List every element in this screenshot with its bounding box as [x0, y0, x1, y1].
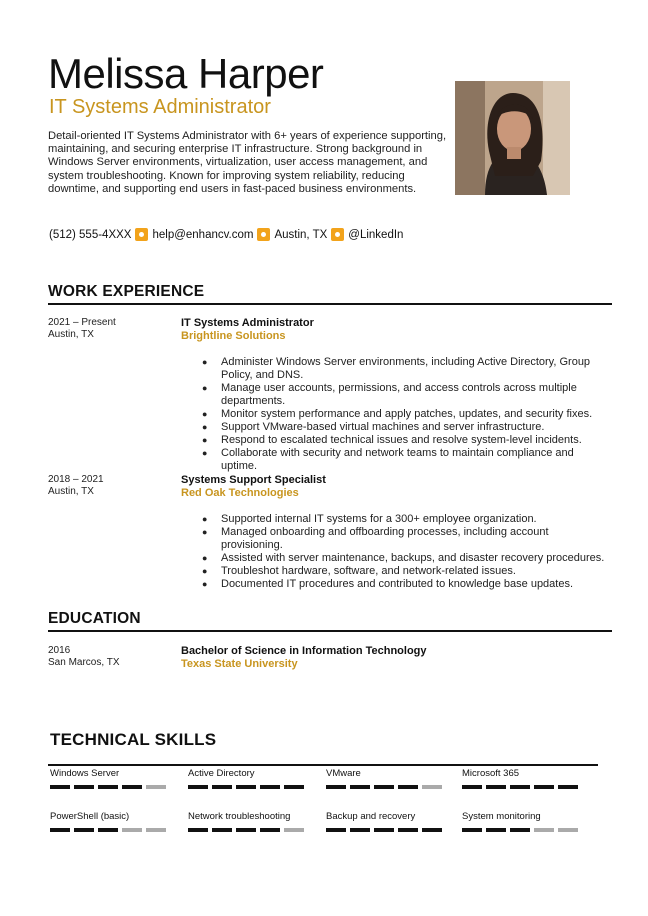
work-experience-heading: WORK EXPERIENCE: [48, 283, 205, 300]
job-1-header: [181, 317, 314, 342]
skill-segment-empty: [122, 828, 142, 832]
education-school: Texas State University: [181, 658, 298, 670]
education-meta: [48, 645, 120, 669]
skill-segment-filled: [236, 828, 256, 832]
list-item: ● Troubleshot hardware, software, and network-related issues.: [202, 565, 612, 578]
skill-segment-filled: [510, 828, 530, 832]
skill-level-bar: [462, 828, 578, 832]
skill-segment-filled: [98, 828, 118, 832]
skill-segment-filled: [260, 785, 280, 789]
section-divider: [48, 630, 612, 632]
skill-segment-filled: [122, 785, 142, 789]
job-title: IT Systems Administrator: [49, 96, 271, 118]
location: Austin, TX: [274, 228, 328, 241]
list-item: ● Monitor system performance and apply patches, updates, and security fixes.: [202, 408, 612, 421]
skill-segment-filled: [236, 785, 256, 789]
job-2-title: Systems Support Specialist: [181, 474, 326, 486]
list-item: ● Assisted with server maintenance, backups, and disaster recovery procedures.: [202, 552, 612, 565]
skill-name: VMware: [326, 768, 361, 779]
skill-segment-filled: [534, 785, 554, 789]
skill-segment-empty: [146, 785, 166, 789]
skill-segment-empty: [146, 828, 166, 832]
job-2-company: Red Oak Technologies: [181, 487, 299, 499]
profile-photo-image: [455, 81, 570, 195]
job-1-location: Austin, TX: [48, 329, 94, 340]
skill-name: Backup and recovery: [326, 811, 416, 822]
skill-item: [462, 768, 578, 789]
skill-segment-filled: [422, 828, 442, 832]
job-2-dates: 2018 – 2021: [48, 474, 104, 485]
skill-segment-filled: [212, 828, 232, 832]
skill-level-bar: [50, 785, 166, 789]
summary: Detail-oriented IT Systems Administrator with 6+ years of experience supporting, maintaining, and securing enterprise IT infrastructure. Strong background in Windows Server environments, virtualization, user access management, and system troubleshooting. Known for improving system reliability, reducing downtime, and supporting end users in fast-paced business environments.: [48, 130, 447, 195]
job-2-meta: [48, 474, 104, 498]
job-2-bullets: [202, 513, 612, 591]
contact-bar: [49, 228, 403, 241]
skill-name: Active Directory: [188, 768, 255, 779]
job-1-dates: 2021 – Present: [48, 317, 116, 328]
section-divider: [48, 764, 598, 766]
skills-heading: TECHNICAL SKILLS: [50, 730, 217, 749]
skill-name: Network troubleshooting: [188, 811, 291, 822]
job-1-company: Brightline Solutions: [181, 330, 286, 342]
skill-segment-empty: [284, 828, 304, 832]
list-item: ● Supported internal IT systems for a 300+ employee organization.: [202, 513, 612, 526]
skill-level-bar: [188, 785, 304, 789]
skill-segment-filled: [462, 785, 482, 789]
skill-name: PowerShell (basic): [50, 811, 130, 822]
skill-item: [326, 811, 442, 832]
skill-segment-filled: [374, 828, 394, 832]
skill-name: System monitoring: [462, 811, 541, 822]
skill-segment-filled: [98, 785, 118, 789]
skill-segment-filled: [188, 785, 208, 789]
location-icon: [257, 228, 270, 241]
skill-item: [50, 768, 166, 789]
skill-segment-filled: [260, 828, 280, 832]
skill-segment-filled: [350, 785, 370, 789]
skill-segment-filled: [50, 828, 70, 832]
skill-segment-filled: [398, 785, 418, 789]
skill-item: [326, 768, 442, 789]
skill-segment-empty: [558, 828, 578, 832]
list-item: ● Managed onboarding and offboarding processes, including account provisioning.: [202, 526, 612, 552]
skill-level-bar: [326, 828, 442, 832]
skill-name: Windows Server: [50, 768, 120, 779]
education-degree: Bachelor of Science in Information Technology: [181, 645, 427, 657]
skill-name: Microsoft 365: [462, 768, 520, 779]
skill-segment-filled: [326, 785, 346, 789]
skill-segment-filled: [558, 785, 578, 789]
skill-segment-filled: [462, 828, 482, 832]
skill-segment-filled: [486, 828, 506, 832]
skill-segment-filled: [50, 785, 70, 789]
phone: (512) 555-4XXX: [49, 228, 132, 241]
skill-segment-empty: [422, 785, 442, 789]
list-item: ● Support VMware-based virtual machines and server infrastructure.: [202, 421, 612, 434]
list-item: ● Manage user accounts, permissions, and access controls across multiple departments.: [202, 382, 612, 408]
job-1-title: IT Systems Administrator: [181, 317, 314, 329]
skill-segment-filled: [350, 828, 370, 832]
education-location: San Marcos, TX: [48, 657, 120, 668]
list-item: ● Documented IT procedures and contributed to knowledge base updates.: [202, 578, 612, 591]
education-heading: EDUCATION: [48, 610, 141, 627]
list-item: ● Administer Windows Server environments, including Active Directory, Group Policy, and DNS.: [202, 356, 612, 382]
skill-segment-filled: [486, 785, 506, 789]
email[interactable]: help@enhancv.com: [152, 228, 254, 241]
skill-segment-filled: [188, 828, 208, 832]
job-1-bullets: [202, 356, 612, 473]
skill-level-bar: [326, 785, 442, 789]
education-header: [181, 645, 427, 670]
list-item: ● Respond to escalated technical issues and resolve system-level incidents.: [202, 434, 612, 447]
email-icon: [135, 228, 148, 241]
education-year: 2016: [48, 645, 71, 656]
skill-segment-filled: [212, 785, 232, 789]
candidate-name: Melissa Harper: [48, 50, 324, 97]
linkedin-icon: [331, 228, 344, 241]
skill-segment-filled: [510, 785, 530, 789]
skill-item: [50, 811, 166, 832]
skill-item: [462, 811, 578, 832]
linkedin-link[interactable]: @LinkedIn: [348, 228, 404, 241]
skill-segment-empty: [534, 828, 554, 832]
skill-item: [188, 811, 304, 832]
skill-level-bar: [462, 785, 578, 789]
job-2-location: Austin, TX: [48, 486, 94, 497]
skill-level-bar: [188, 828, 304, 832]
skill-level-bar: [50, 828, 166, 832]
list-item: ● Collaborate with security and network teams to maintain compliance and uptime.: [202, 447, 612, 473]
section-divider: [48, 303, 612, 305]
skill-segment-filled: [374, 785, 394, 789]
skill-segment-filled: [74, 785, 94, 789]
skill-segment-filled: [326, 828, 346, 832]
skill-segment-filled: [74, 828, 94, 832]
skill-segment-filled: [284, 785, 304, 789]
skill-segment-filled: [398, 828, 418, 832]
job-1-meta: [48, 317, 116, 341]
profile-photo: [455, 81, 570, 195]
job-2-header: [181, 474, 326, 499]
skill-item: [188, 768, 304, 789]
